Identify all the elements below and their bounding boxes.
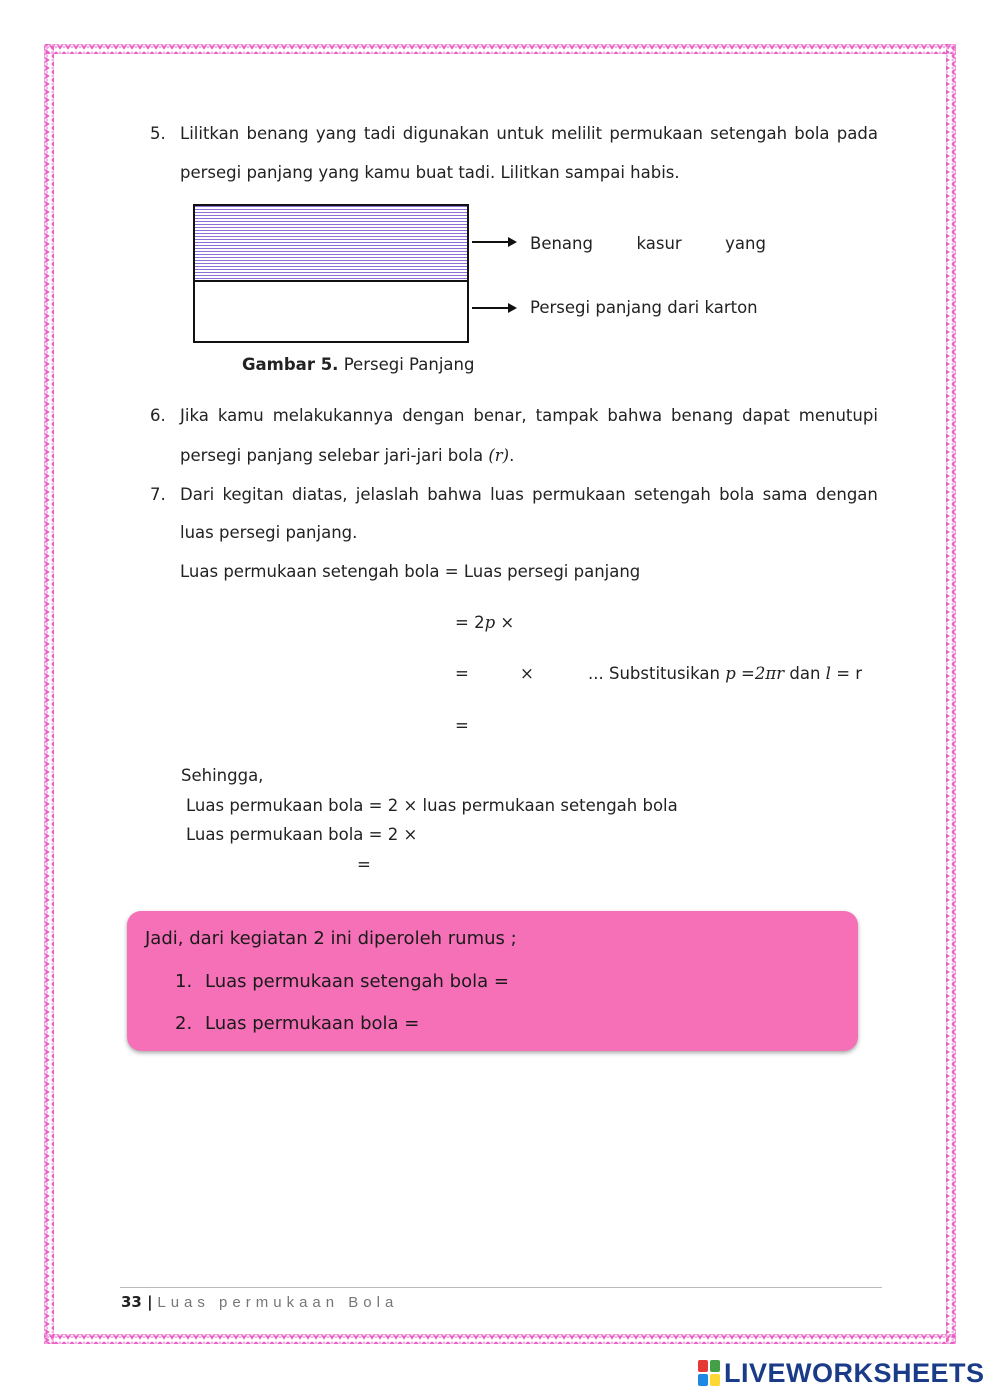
step5-line1 (180, 126, 878, 143)
liveworksheets-logo-icon (698, 1360, 720, 1386)
step5-word: melilit (551, 124, 603, 143)
step6-word: tampak (535, 406, 599, 425)
step5-word: untuk (496, 124, 544, 143)
step6-line2: persegi panjang selebar jari-jari bola (r). (180, 446, 515, 465)
step7-word: luas (490, 485, 524, 504)
step6-word: Jika (180, 406, 209, 425)
step5-word: tadi (363, 124, 396, 143)
step7-word: bola (719, 485, 755, 504)
step7-word: jelaslah (355, 485, 419, 504)
equation-3-equals: = (455, 716, 469, 735)
summary-item1-number: 1. (175, 971, 193, 992)
thread-lines (195, 206, 467, 282)
figure-caption: Gambar 5. Persegi Panjang (242, 355, 475, 374)
thread-arrow-icon (472, 241, 508, 243)
step7-number: 7. (150, 485, 166, 504)
brand-name: LIVEWORKSHEETS (724, 1358, 985, 1388)
step5-word: benang (246, 124, 309, 143)
page-number: 33 | (121, 1293, 153, 1311)
thread-label-word: kasur (636, 234, 682, 253)
step6-number: 6. (150, 406, 166, 425)
sehingga-line1: Luas permukaan bola = 2 × luas permukaan setengah bola (186, 796, 678, 815)
summary-item2-number: 2. (175, 1013, 193, 1034)
sehingga-label: Sehingga, (181, 766, 264, 785)
step7-word: kegitan (222, 485, 284, 504)
step6-line1 (180, 408, 878, 425)
step5-word: yang (315, 124, 357, 143)
step7-word: diatas, (291, 485, 348, 504)
thread-label-word: Benang (530, 234, 593, 253)
step7-line1 (180, 487, 878, 504)
equation-1: = 2p × (455, 613, 515, 632)
rect-arrow-icon (472, 307, 508, 309)
equation-2-substitution: ... Substitusikan p =2πr dan l = r (588, 664, 863, 683)
step7-line2: luas persegi panjang. (180, 523, 358, 542)
summary-box (127, 911, 858, 1051)
footer-divider (120, 1287, 882, 1288)
step6-word: benar, (473, 406, 527, 425)
step6-word: dengan (402, 406, 465, 425)
summary-item2: Luas permukaan bola = (205, 1013, 420, 1034)
step7-word: setengah (633, 485, 711, 504)
step5-word: digunakan (402, 124, 490, 143)
step6-word: melakukannya (272, 406, 394, 425)
step5-word: Lilitkan (180, 124, 240, 143)
step7-word: sama (762, 485, 808, 504)
step6-word: dapat (742, 406, 790, 425)
step5-word: setengah (710, 124, 788, 143)
step6-word: menutupi (798, 406, 878, 425)
step5-number: 5. (150, 124, 166, 143)
summary-intro: Jadi, dari kegiatan 2 ini diperoleh rumus ; (145, 928, 517, 949)
step6-word: bahwa (607, 406, 663, 425)
step7-word: Dari (180, 485, 215, 504)
step5-line2: persegi panjang yang kamu buat tadi. Lilitkan sampai habis. (180, 163, 680, 182)
sehingga-line2: Luas permukaan bola = 2 × (186, 825, 418, 844)
thread-label (530, 236, 766, 253)
step7-line3: Luas permukaan setengah bola = Luas persegi panjang (180, 562, 641, 581)
rect-label: Persegi panjang dari karton (530, 298, 758, 317)
thread-label-word: yang (725, 234, 766, 253)
rectangle-figure (193, 204, 469, 343)
equation-2-times: × (520, 664, 534, 683)
step7-word: permukaan (532, 485, 626, 504)
step6-word: benang (671, 406, 734, 425)
step7-word: bahwa (427, 485, 482, 504)
step5-word: bola (794, 124, 830, 143)
step6-word: kamu (217, 406, 264, 425)
footer (121, 1293, 398, 1311)
equation-2-equals: = (455, 664, 469, 683)
step7-word: dengan (815, 485, 878, 504)
summary-item1: Luas permukaan setengah bola = (205, 971, 509, 992)
step5-word: pada (836, 124, 878, 143)
sehingga-line3: = (357, 855, 371, 874)
footer-title: Luas permukaan Bola (157, 1294, 399, 1311)
step5-word: permukaan (609, 124, 703, 143)
